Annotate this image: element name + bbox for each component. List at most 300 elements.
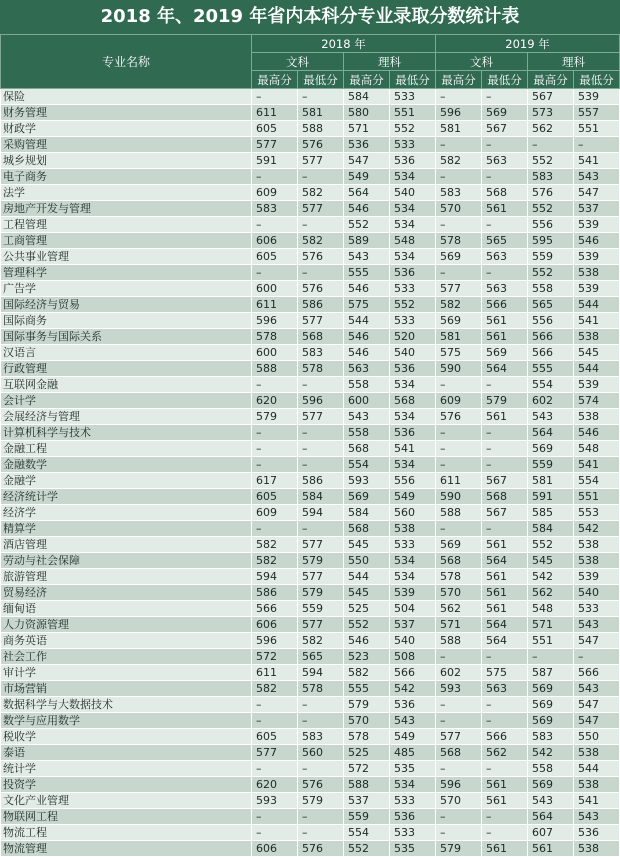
score-cell: 569 <box>436 537 482 553</box>
score-cell: – <box>252 809 298 825</box>
score-cell: – <box>482 137 528 153</box>
major-name-cell: 公共事业管理 <box>1 249 252 265</box>
score-cell: 568 <box>344 521 390 537</box>
score-cell: 554 <box>344 825 390 841</box>
table-row <box>1 761 620 777</box>
score-cell: 586 <box>298 297 344 313</box>
table-row <box>1 329 620 345</box>
score-cell: – <box>528 649 574 665</box>
score-cell: – <box>252 217 298 233</box>
table-row <box>1 345 620 361</box>
score-cell: 577 <box>252 137 298 153</box>
score-cell: 572 <box>344 761 390 777</box>
score-cell: 561 <box>482 201 528 217</box>
score-cell: 535 <box>390 841 436 857</box>
score-cell: 545 <box>528 553 574 569</box>
score-cell: 533 <box>390 137 436 153</box>
major-name-cell: 工商管理 <box>1 233 252 249</box>
score-cell: 583 <box>528 169 574 185</box>
score-cell: 548 <box>574 441 620 457</box>
score-cell: 533 <box>574 601 620 617</box>
score-cell: 559 <box>528 457 574 473</box>
table-header <box>1 35 620 89</box>
score-cell: 552 <box>344 217 390 233</box>
score-cell: 556 <box>528 313 574 329</box>
major-name-cell: 经济统计学 <box>1 489 252 505</box>
score-cell: 569 <box>528 713 574 729</box>
score-cell: 564 <box>482 361 528 377</box>
table-row <box>1 649 620 665</box>
score-cell: 546 <box>344 201 390 217</box>
major-name-cell: 精算学 <box>1 521 252 537</box>
score-cell: 550 <box>344 553 390 569</box>
score-cell: 593 <box>252 793 298 809</box>
score-cell: 570 <box>344 713 390 729</box>
score-cell: 538 <box>390 521 436 537</box>
score-cell: 572 <box>252 649 298 665</box>
score-cell: 578 <box>436 233 482 249</box>
table-row <box>1 185 620 201</box>
score-cell: 594 <box>298 505 344 521</box>
major-name-cell: 采购管理 <box>1 137 252 153</box>
major-name-cell: 贸易经济 <box>1 585 252 601</box>
score-cell: – <box>436 217 482 233</box>
table-row <box>1 521 620 537</box>
score-cell: 573 <box>528 105 574 121</box>
score-cell: 579 <box>298 585 344 601</box>
score-cell: 534 <box>390 249 436 265</box>
score-cell: – <box>482 377 528 393</box>
score-cell: 576 <box>298 137 344 153</box>
table-row <box>1 153 620 169</box>
score-cell: 520 <box>390 329 436 345</box>
score-cell: 582 <box>344 665 390 681</box>
score-cell: 533 <box>390 281 436 297</box>
score-cell: 547 <box>574 713 620 729</box>
score-cell: 535 <box>390 761 436 777</box>
score-cell: 577 <box>298 617 344 633</box>
score-cell: 579 <box>482 393 528 409</box>
score-cell: 552 <box>528 537 574 553</box>
score-cell: 538 <box>574 409 620 425</box>
score-cell: – <box>436 761 482 777</box>
score-cell: 542 <box>390 681 436 697</box>
score-cell: – <box>298 457 344 473</box>
score-cell: 561 <box>482 313 528 329</box>
major-name-cell: 税收学 <box>1 729 252 745</box>
score-cell: 590 <box>436 361 482 377</box>
table-row <box>1 537 620 553</box>
score-cell: 543 <box>574 681 620 697</box>
score-cell: – <box>298 377 344 393</box>
score-cell: 578 <box>298 681 344 697</box>
score-cell: 558 <box>344 425 390 441</box>
major-name-cell: 国际商务 <box>1 313 252 329</box>
score-cell: 569 <box>528 441 574 457</box>
score-cell: 607 <box>528 825 574 841</box>
score-cell: 567 <box>528 89 574 105</box>
score-cell: 561 <box>482 537 528 553</box>
score-cell: – <box>298 441 344 457</box>
score-cell: 534 <box>390 377 436 393</box>
score-cell: 576 <box>528 185 574 201</box>
score-cell: 582 <box>252 681 298 697</box>
score-cell: 556 <box>390 473 436 489</box>
major-name-cell: 财政学 <box>1 121 252 137</box>
table-row <box>1 729 620 745</box>
score-cell: – <box>482 713 528 729</box>
major-column-header: 专业名称 <box>1 35 252 89</box>
score-cell: 588 <box>436 505 482 521</box>
score-cell: 533 <box>390 313 436 329</box>
score-cell: – <box>252 89 298 105</box>
score-cell: 538 <box>574 777 620 793</box>
score-cell: 568 <box>298 329 344 345</box>
score-cell: 554 <box>574 473 620 489</box>
score-cell: 539 <box>574 569 620 585</box>
score-cell: 576 <box>436 409 482 425</box>
score-cell: 543 <box>528 409 574 425</box>
score-cell: – <box>252 713 298 729</box>
table-row <box>1 457 620 473</box>
score-cell: 552 <box>390 297 436 313</box>
score-cell: – <box>574 137 620 153</box>
score-cell: 584 <box>344 505 390 521</box>
score-cell: 620 <box>252 777 298 793</box>
score-cell: 547 <box>574 697 620 713</box>
major-name-cell: 数学与应用数学 <box>1 713 252 729</box>
score-cell: 600 <box>252 281 298 297</box>
score-cell: 536 <box>574 825 620 841</box>
score-cell: – <box>252 761 298 777</box>
score-cell: – <box>252 697 298 713</box>
stat-header-min: 最低分 <box>482 71 528 89</box>
score-cell: 596 <box>436 105 482 121</box>
major-name-cell: 文化产业管理 <box>1 793 252 809</box>
score-cell: 602 <box>528 393 574 409</box>
major-name-cell: 泰语 <box>1 745 252 761</box>
score-cell: 570 <box>436 585 482 601</box>
score-cell: 541 <box>574 457 620 473</box>
score-cell: 542 <box>528 569 574 585</box>
score-cell: 564 <box>528 425 574 441</box>
score-cell: 541 <box>574 313 620 329</box>
score-cell: 569 <box>344 489 390 505</box>
score-cell: 581 <box>436 121 482 137</box>
score-cell: – <box>436 425 482 441</box>
score-cell: 549 <box>344 169 390 185</box>
score-cell: – <box>298 169 344 185</box>
score-cell: 565 <box>298 649 344 665</box>
score-cell: – <box>436 169 482 185</box>
score-cell: – <box>252 825 298 841</box>
score-cell: 605 <box>252 489 298 505</box>
score-cell: 543 <box>390 713 436 729</box>
score-cell: 544 <box>344 313 390 329</box>
score-cell: 590 <box>436 489 482 505</box>
score-cell: 549 <box>390 729 436 745</box>
score-cell: 536 <box>390 265 436 281</box>
score-cell: – <box>436 265 482 281</box>
score-cell: 542 <box>528 745 574 761</box>
score-cell: 552 <box>390 121 436 137</box>
score-cell: 577 <box>298 201 344 217</box>
table-row <box>1 841 620 857</box>
major-name-cell: 物流管理 <box>1 841 252 857</box>
score-cell: 534 <box>390 169 436 185</box>
score-cell: 563 <box>482 153 528 169</box>
score-cell: 594 <box>252 569 298 585</box>
score-cell: 581 <box>528 473 574 489</box>
score-cell: 540 <box>390 345 436 361</box>
score-cell: 525 <box>344 745 390 761</box>
table-row <box>1 617 620 633</box>
score-cell: – <box>574 649 620 665</box>
table-row <box>1 601 620 617</box>
score-cell: – <box>436 521 482 537</box>
score-cell: 565 <box>528 297 574 313</box>
score-cell: 562 <box>528 121 574 137</box>
score-cell: 533 <box>390 793 436 809</box>
score-cell: 577 <box>252 745 298 761</box>
score-cell: 561 <box>482 841 528 857</box>
table-row <box>1 121 620 137</box>
score-cell: 552 <box>528 153 574 169</box>
score-cell: – <box>482 649 528 665</box>
table-row <box>1 809 620 825</box>
table-row <box>1 425 620 441</box>
score-cell: 582 <box>298 633 344 649</box>
score-cell: 569 <box>528 777 574 793</box>
score-cell: – <box>298 425 344 441</box>
score-cell: – <box>252 377 298 393</box>
major-name-cell: 计算机科学与技术 <box>1 425 252 441</box>
score-cell: 485 <box>390 745 436 761</box>
year-header-2019: 2019 年 <box>436 35 620 53</box>
score-cell: – <box>298 809 344 825</box>
score-cell: 579 <box>436 841 482 857</box>
score-cell: 620 <box>252 393 298 409</box>
score-cell: 568 <box>390 393 436 409</box>
score-cell: 547 <box>344 153 390 169</box>
score-cell: 578 <box>252 329 298 345</box>
table-row <box>1 233 620 249</box>
score-cell: 596 <box>252 313 298 329</box>
score-cell: 596 <box>298 393 344 409</box>
score-cell: 546 <box>574 425 620 441</box>
score-cell: 558 <box>528 281 574 297</box>
score-cell: 533 <box>390 89 436 105</box>
score-cell: 582 <box>252 553 298 569</box>
major-name-cell: 保险 <box>1 89 252 105</box>
score-cell: – <box>298 825 344 841</box>
score-cell: 606 <box>252 617 298 633</box>
score-cell: 594 <box>298 665 344 681</box>
score-cell: – <box>482 169 528 185</box>
score-cell: 591 <box>528 489 574 505</box>
score-cell: – <box>482 825 528 841</box>
score-cell: 539 <box>574 89 620 105</box>
score-cell: 582 <box>298 233 344 249</box>
score-cell: 523 <box>344 649 390 665</box>
score-cell: 540 <box>390 633 436 649</box>
score-cell: 579 <box>298 793 344 809</box>
score-cell: 538 <box>574 745 620 761</box>
score-cell: 541 <box>574 793 620 809</box>
score-cell: 561 <box>528 841 574 857</box>
score-cell: 561 <box>482 409 528 425</box>
score-cell: 557 <box>574 105 620 121</box>
major-name-cell: 会计学 <box>1 393 252 409</box>
score-cell: 536 <box>390 697 436 713</box>
score-cell: 579 <box>344 697 390 713</box>
score-cell: – <box>482 809 528 825</box>
score-cell: – <box>482 265 528 281</box>
table-row <box>1 265 620 281</box>
score-cell: 583 <box>436 185 482 201</box>
score-cell: 617 <box>252 473 298 489</box>
score-cell: 538 <box>574 537 620 553</box>
score-cell: 539 <box>390 585 436 601</box>
score-cell: 579 <box>252 409 298 425</box>
year-header-2018: 2018 年 <box>252 35 436 53</box>
major-name-cell: 城乡规划 <box>1 153 252 169</box>
score-cell: 548 <box>390 233 436 249</box>
score-cell: 555 <box>344 681 390 697</box>
score-cell: 569 <box>528 681 574 697</box>
score-cell: 561 <box>482 585 528 601</box>
score-cell: 536 <box>390 361 436 377</box>
major-name-cell: 法学 <box>1 185 252 201</box>
score-cell: 564 <box>528 809 574 825</box>
major-name-cell: 金融学 <box>1 473 252 489</box>
score-cell: 579 <box>298 553 344 569</box>
score-cell: 582 <box>436 153 482 169</box>
score-cell: – <box>482 457 528 473</box>
score-cell: 564 <box>482 633 528 649</box>
score-cell: 571 <box>344 121 390 137</box>
score-cell: 544 <box>574 297 620 313</box>
score-cell: 543 <box>574 169 620 185</box>
score-cell: – <box>298 265 344 281</box>
table-row <box>1 89 620 105</box>
score-cell: 552 <box>528 201 574 217</box>
track-header-2018-science: 理科 <box>344 53 436 71</box>
score-cell: 545 <box>574 345 620 361</box>
score-cell: 606 <box>252 233 298 249</box>
score-cell: 589 <box>344 233 390 249</box>
table-row <box>1 777 620 793</box>
table-row <box>1 361 620 377</box>
stat-header-max: 最高分 <box>528 71 574 89</box>
score-cell: 544 <box>574 761 620 777</box>
score-cell: 569 <box>482 345 528 361</box>
score-cell: 559 <box>344 809 390 825</box>
major-name-cell: 汉语言 <box>1 345 252 361</box>
score-cell: 578 <box>298 361 344 377</box>
score-cell: 571 <box>528 617 574 633</box>
score-cell: – <box>482 697 528 713</box>
score-cell: 546 <box>574 233 620 249</box>
score-cell: 611 <box>436 473 482 489</box>
score-cell: 538 <box>574 553 620 569</box>
score-cell: 539 <box>574 249 620 265</box>
table-row <box>1 393 620 409</box>
score-cell: 566 <box>482 297 528 313</box>
table-row <box>1 297 620 313</box>
score-cell: 554 <box>528 377 574 393</box>
score-cell: 577 <box>436 281 482 297</box>
score-cell: 546 <box>344 345 390 361</box>
scores-table <box>0 34 620 857</box>
score-cell: 568 <box>344 441 390 457</box>
score-cell: 534 <box>390 217 436 233</box>
table-row <box>1 441 620 457</box>
score-cell: 561 <box>482 329 528 345</box>
table-body <box>1 89 620 857</box>
score-cell: 544 <box>574 361 620 377</box>
major-name-cell: 管理科学 <box>1 265 252 281</box>
score-cell: 561 <box>482 777 528 793</box>
score-cell: 583 <box>298 729 344 745</box>
score-cell: – <box>436 457 482 473</box>
major-name-cell: 房地产开发与管理 <box>1 201 252 217</box>
score-cell: 558 <box>528 761 574 777</box>
score-cell: 580 <box>344 105 390 121</box>
score-cell: 575 <box>344 297 390 313</box>
score-cell: 606 <box>252 841 298 857</box>
score-cell: 536 <box>390 425 436 441</box>
score-cell: 583 <box>298 345 344 361</box>
page-title: 2018 年、2019 年省内本科分专业录取分数统计表 <box>0 0 620 34</box>
score-cell: – <box>252 441 298 457</box>
score-cell: 611 <box>252 297 298 313</box>
table-row <box>1 745 620 761</box>
table-row <box>1 665 620 681</box>
score-cell: 584 <box>344 89 390 105</box>
score-cell: 577 <box>298 569 344 585</box>
score-cell: 588 <box>252 361 298 377</box>
score-cell: 560 <box>390 505 436 521</box>
score-cell: 539 <box>574 281 620 297</box>
score-cell: 568 <box>436 745 482 761</box>
table-row <box>1 281 620 297</box>
table-row <box>1 105 620 121</box>
table-row <box>1 377 620 393</box>
major-name-cell: 电子商务 <box>1 169 252 185</box>
score-cell: 576 <box>298 249 344 265</box>
score-cell: 609 <box>252 505 298 521</box>
track-header-2019-science: 理科 <box>528 53 620 71</box>
score-cell: 585 <box>528 505 574 521</box>
score-cell: 564 <box>344 185 390 201</box>
score-cell: 566 <box>528 329 574 345</box>
major-name-cell: 缅甸语 <box>1 601 252 617</box>
score-cell: 547 <box>574 185 620 201</box>
score-cell: – <box>482 521 528 537</box>
table-row <box>1 249 620 265</box>
score-cell: 551 <box>574 121 620 137</box>
table-row <box>1 489 620 505</box>
score-cell: 556 <box>528 217 574 233</box>
major-name-cell: 工程管理 <box>1 217 252 233</box>
score-cell: 543 <box>574 617 620 633</box>
score-cell: – <box>252 169 298 185</box>
score-cell: 609 <box>436 393 482 409</box>
table-row <box>1 681 620 697</box>
score-cell: 552 <box>528 265 574 281</box>
score-cell: 570 <box>436 201 482 217</box>
